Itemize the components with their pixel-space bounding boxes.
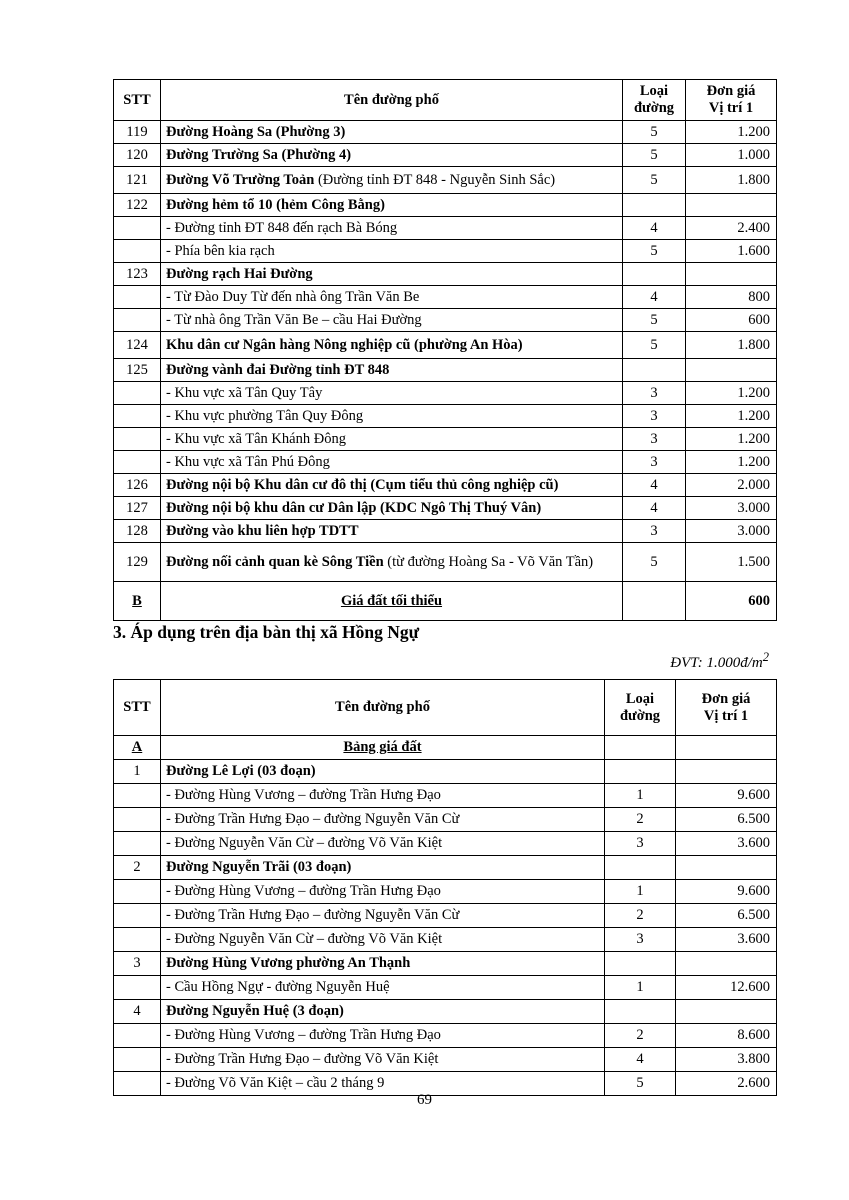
cell-price: 3.600 <box>676 928 777 952</box>
cell-stt <box>114 405 161 428</box>
cell-stt: 128 <box>114 520 161 543</box>
price-table-2 <box>113 679 777 1096</box>
header-type-line1: Loại <box>639 83 669 99</box>
table-row <box>114 217 777 240</box>
cell-name <box>161 543 623 582</box>
cell-name: Đường Lê Lợi (03 đoạn) <box>161 760 605 784</box>
street-name: Đường nội bộ khu dân cư Dân lập (KDC Ngô Thị Thuý Vân) <box>166 499 542 516</box>
cell-stt: 120 <box>114 144 161 167</box>
table-row <box>114 928 777 952</box>
cell-price: 1.000 <box>686 144 777 167</box>
cell-price: 2.400 <box>686 217 777 240</box>
cell-name: - Đường Võ Văn Kiệt – cầu 2 tháng 9 <box>161 1072 605 1096</box>
cell-name <box>161 144 623 167</box>
footer-stt: B <box>114 582 161 621</box>
street-name: - Khu vực xã Tân Khánh Đông <box>166 430 346 447</box>
cell-price <box>676 760 777 784</box>
cell-stt <box>114 428 161 451</box>
cell-stt <box>114 1024 161 1048</box>
cell-type <box>605 1000 676 1024</box>
street-name-detail: (Đường tỉnh ĐT 848 - Nguyễn Sinh Sắc) <box>314 171 556 188</box>
cell-stt <box>114 976 161 1000</box>
cell-stt: 126 <box>114 474 161 497</box>
table-row <box>114 543 777 582</box>
cell-name <box>161 194 623 217</box>
cell-name: - Đường Hùng Vương – đường Trần Hưng Đạo <box>161 784 605 808</box>
cell-price: 1.200 <box>686 451 777 474</box>
header-type <box>623 80 686 121</box>
cell-stt <box>114 382 161 405</box>
table-row <box>114 856 777 880</box>
cell-type: 2 <box>605 808 676 832</box>
cell-stt: 129 <box>114 543 161 582</box>
cell-price: 1.600 <box>686 240 777 263</box>
street-name: - Đường tỉnh ĐT 848 đến rạch Bà Bóng <box>166 219 398 236</box>
cell-price: 2.000 <box>686 474 777 497</box>
cell-type <box>605 856 676 880</box>
header-type-line1: Loại <box>625 690 655 707</box>
table-row <box>114 359 777 382</box>
table-row <box>114 784 777 808</box>
header-stt: STT <box>114 680 161 736</box>
cell-stt <box>114 217 161 240</box>
cell-stt: 1 <box>114 760 161 784</box>
cell-price: 3.000 <box>686 520 777 543</box>
cell-type: 3 <box>605 832 676 856</box>
header-price <box>686 80 777 121</box>
cell-type: 3 <box>623 405 686 428</box>
table-row <box>114 144 777 167</box>
cell-price: 3.000 <box>686 497 777 520</box>
cell-stt <box>114 286 161 309</box>
cell-price <box>686 359 777 382</box>
price-table-1 <box>113 79 777 621</box>
cell-stt: 121 <box>114 167 161 194</box>
table-row <box>114 952 777 976</box>
header-price-line2: Vị trí 1 <box>703 707 749 724</box>
header-price-line2: Vị trí 1 <box>708 100 754 116</box>
cell-stt <box>114 1048 161 1072</box>
cell-price: 3.800 <box>676 1048 777 1072</box>
cell-type: 2 <box>605 1024 676 1048</box>
cell-type: 5 <box>623 121 686 144</box>
table-row <box>114 240 777 263</box>
cell-name: Đường Nguyễn Trãi (03 đoạn) <box>161 856 605 880</box>
street-name: Đường nối cảnh quan kè Sông Tiền <box>166 553 384 570</box>
cell-type: 5 <box>623 167 686 194</box>
cell-name: - Đường Trần Hưng Đạo – đường Võ Văn Kiệt <box>161 1048 605 1072</box>
cell-name: Đường Nguyễn Huệ (3 đoạn) <box>161 1000 605 1024</box>
header-type-line2: đường <box>633 100 675 116</box>
footer-type <box>623 582 686 621</box>
street-name: Đường hẻm tổ 10 (hẻm Công Bằng) <box>166 196 385 213</box>
cell-price: 1.200 <box>686 382 777 405</box>
cell-type: 5 <box>623 240 686 263</box>
cell-name <box>161 240 623 263</box>
cell-price: 8.600 <box>676 1024 777 1048</box>
header-type <box>605 680 676 736</box>
street-name: Đường vào khu liên hợp TDTT <box>166 522 359 539</box>
cell-name <box>161 474 623 497</box>
street-name: - Khu vực xã Tân Quy Tây <box>166 384 323 401</box>
header-name: Tên đường phố <box>161 680 605 736</box>
cell-price: 6.500 <box>676 808 777 832</box>
table-row <box>114 263 777 286</box>
table-row <box>114 520 777 543</box>
cell-stt <box>114 832 161 856</box>
cell-type: 4 <box>623 217 686 240</box>
table-row <box>114 976 777 1000</box>
cell-name: - Đường Nguyễn Văn Cừ – đường Võ Văn Kiệt <box>161 832 605 856</box>
cell-stt <box>114 240 161 263</box>
street-name: Đường rạch Hai Đường <box>166 265 313 282</box>
cell-type: 3 <box>623 382 686 405</box>
cell-name <box>161 359 623 382</box>
table-row <box>114 194 777 217</box>
cell-type: 4 <box>623 286 686 309</box>
table-row <box>114 167 777 194</box>
footer-name: Giá đất tối thiểu <box>161 582 623 621</box>
cell-name <box>161 263 623 286</box>
table-row <box>114 121 777 144</box>
cell-price: 1.200 <box>686 405 777 428</box>
cell-stt: 127 <box>114 497 161 520</box>
cell-price <box>686 263 777 286</box>
cell-price: 6.500 <box>676 904 777 928</box>
table-row <box>114 286 777 309</box>
section-price <box>676 736 777 760</box>
cell-name <box>161 405 623 428</box>
table-row <box>114 309 777 332</box>
street-name: - Phía bên kia rạch <box>166 242 275 259</box>
cell-name <box>161 428 623 451</box>
cell-type <box>623 359 686 382</box>
street-name: - Khu vực xã Tân Phú Đông <box>166 453 330 470</box>
section-row <box>114 736 777 760</box>
cell-type: 5 <box>623 309 686 332</box>
table-row <box>114 497 777 520</box>
cell-price: 1.200 <box>686 121 777 144</box>
street-name: - Từ Đào Duy Từ đến nhà ông Trần Văn Be <box>166 288 420 305</box>
table-row <box>114 808 777 832</box>
cell-price: 3.600 <box>676 832 777 856</box>
cell-price: 9.600 <box>676 784 777 808</box>
cell-price: 1.200 <box>686 428 777 451</box>
cell-type: 1 <box>605 880 676 904</box>
cell-price <box>686 194 777 217</box>
cell-name: Đường Hùng Vương phường An Thạnh <box>161 952 605 976</box>
table-row <box>114 880 777 904</box>
cell-name <box>161 121 623 144</box>
header-price-line1: Đơn giá <box>701 690 751 707</box>
cell-type <box>605 760 676 784</box>
cell-price: 800 <box>686 286 777 309</box>
cell-type: 3 <box>623 451 686 474</box>
section-name: Bảng giá đất <box>161 736 605 760</box>
street-name: Đường nội bộ Khu dân cư đô thị (Cụm tiểu thủ công nghiệp cũ) <box>166 476 559 493</box>
cell-price <box>676 952 777 976</box>
cell-stt <box>114 808 161 832</box>
street-name: - Từ nhà ông Trần Văn Be – cầu Hai Đường <box>166 311 422 328</box>
cell-name <box>161 382 623 405</box>
table-row <box>114 904 777 928</box>
cell-name: - Cầu Hồng Ngự - đường Nguyễn Huệ <box>161 976 605 1000</box>
cell-price: 1.500 <box>686 543 777 582</box>
table-footer-row <box>114 582 777 621</box>
cell-stt <box>114 880 161 904</box>
cell-stt: 123 <box>114 263 161 286</box>
table-row <box>114 1048 777 1072</box>
cell-name <box>161 286 623 309</box>
cell-type: 4 <box>605 1048 676 1072</box>
cell-name: - Đường Nguyễn Văn Cừ – đường Võ Văn Kiệt <box>161 928 605 952</box>
cell-stt <box>114 784 161 808</box>
cell-price: 1.800 <box>686 167 777 194</box>
street-name: - Khu vực phường Tân Quy Đông <box>166 407 364 424</box>
cell-stt: 124 <box>114 332 161 359</box>
cell-type: 5 <box>623 543 686 582</box>
cell-stt <box>114 904 161 928</box>
header-price-line1: Đơn giá <box>706 83 756 99</box>
unit-label <box>670 650 769 672</box>
cell-stt <box>114 309 161 332</box>
cell-type: 3 <box>623 520 686 543</box>
cell-name <box>161 497 623 520</box>
street-name: Khu dân cư Ngân hàng Nông nghiệp cũ (phường An Hòa) <box>166 336 523 353</box>
cell-type: 1 <box>605 784 676 808</box>
table-row <box>114 332 777 359</box>
cell-price: 2.600 <box>676 1072 777 1096</box>
section-stt: A <box>114 736 161 760</box>
cell-type: 4 <box>623 474 686 497</box>
cell-name: - Đường Hùng Vương – đường Trần Hưng Đạo <box>161 1024 605 1048</box>
cell-price <box>676 1000 777 1024</box>
table-row <box>114 428 777 451</box>
cell-name <box>161 520 623 543</box>
street-name: Đường Hoàng Sa (Phường 3) <box>166 123 346 140</box>
cell-type <box>605 952 676 976</box>
header-price <box>676 680 777 736</box>
footer-price: 600 <box>686 582 777 621</box>
cell-stt: 4 <box>114 1000 161 1024</box>
street-name: Đường Võ Trường Toản <box>166 171 315 188</box>
cell-type: 3 <box>623 428 686 451</box>
cell-type: 1 <box>605 976 676 1000</box>
cell-type <box>623 194 686 217</box>
cell-stt: 119 <box>114 121 161 144</box>
cell-name <box>161 217 623 240</box>
section-type <box>605 736 676 760</box>
cell-stt: 2 <box>114 856 161 880</box>
cell-name: - Đường Trần Hưng Đạo – đường Nguyễn Văn Cừ <box>161 904 605 928</box>
cell-stt: 125 <box>114 359 161 382</box>
cell-type: 4 <box>623 497 686 520</box>
cell-name: - Đường Hùng Vương – đường Trần Hưng Đạo <box>161 880 605 904</box>
cell-stt: 3 <box>114 952 161 976</box>
street-name: Đường vành đai Đường tỉnh ĐT 848 <box>166 361 390 378</box>
section-title: 3. Áp dụng trên địa bàn thị xã Hồng Ngự <box>113 622 420 642</box>
cell-name <box>161 167 623 194</box>
table-header-row <box>114 680 777 736</box>
cell-name: - Đường Trần Hưng Đạo – đường Nguyễn Văn Cừ <box>161 808 605 832</box>
cell-price: 600 <box>686 309 777 332</box>
cell-stt <box>114 451 161 474</box>
table-header-row <box>114 80 777 121</box>
cell-type: 5 <box>623 144 686 167</box>
cell-name <box>161 451 623 474</box>
table-row <box>114 1024 777 1048</box>
street-name-detail: (từ đường Hoàng Sa - Võ Văn Tần) <box>383 553 594 570</box>
table-row <box>114 451 777 474</box>
table-row <box>114 474 777 497</box>
cell-type: 2 <box>605 904 676 928</box>
unit-sup: 2 <box>762 650 769 664</box>
cell-stt <box>114 928 161 952</box>
street-name: Đường Trường Sa (Phường 4) <box>166 146 352 163</box>
header-stt: STT <box>114 80 161 121</box>
cell-price: 1.800 <box>686 332 777 359</box>
table-row <box>114 760 777 784</box>
table-row <box>114 405 777 428</box>
cell-price <box>676 856 777 880</box>
cell-name <box>161 332 623 359</box>
cell-name <box>161 309 623 332</box>
cell-price: 9.600 <box>676 880 777 904</box>
cell-type: 5 <box>605 1072 676 1096</box>
header-type-line2: đường <box>619 707 661 724</box>
table-row <box>114 382 777 405</box>
cell-price: 12.600 <box>676 976 777 1000</box>
table-row <box>114 832 777 856</box>
cell-type: 3 <box>605 928 676 952</box>
page-number: 69 <box>417 1092 432 1108</box>
cell-stt: 122 <box>114 194 161 217</box>
cell-type <box>623 263 686 286</box>
header-name: Tên đường phố <box>161 80 623 121</box>
table-row <box>114 1000 777 1024</box>
cell-type: 5 <box>623 332 686 359</box>
unit-text: ĐVT: 1.000đ/m <box>670 655 763 671</box>
